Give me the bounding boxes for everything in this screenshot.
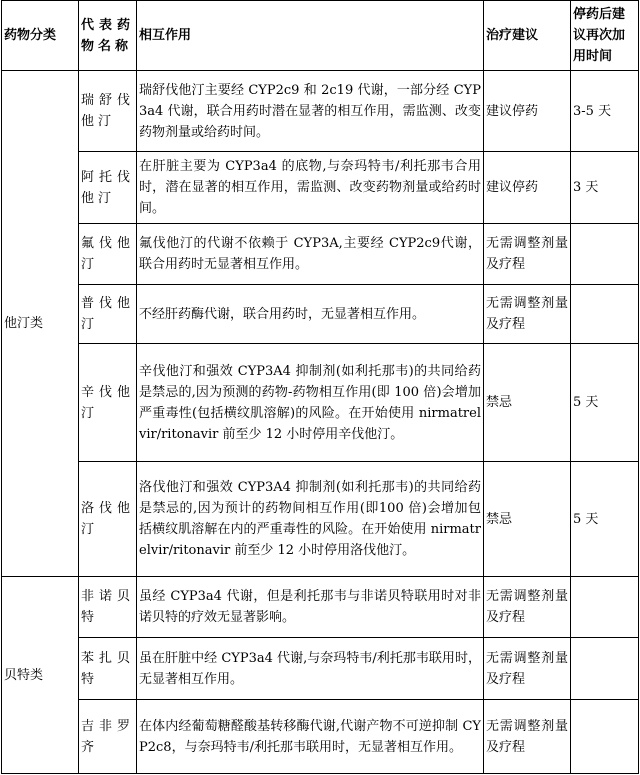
advice-text: 无需调整剂量及疗程 xyxy=(484,285,571,344)
resume-time: 5 天 xyxy=(571,462,639,577)
table-row xyxy=(2,462,639,577)
table-row xyxy=(2,638,639,700)
interaction-text: 虽经 CYP3a4 代谢，但是利托那韦与非诺贝特联用时对非诺贝特的疗效无显著影响。 xyxy=(137,577,484,638)
resume-time xyxy=(571,285,639,344)
resume-time xyxy=(571,638,639,700)
advice-text: 建议停药 xyxy=(484,152,571,224)
drug-name: 辛伐他汀 xyxy=(79,344,137,462)
table-row xyxy=(2,577,639,638)
table-row xyxy=(2,700,639,774)
drug-name: 洛伐他汀 xyxy=(79,462,137,577)
header-resume: 停药后建议再次加用时间 xyxy=(571,1,639,71)
interaction-text: 在肝脏主要为 CYP3a4 的底物,与奈玛特韦/利托那韦合用时，潜在显著的相互作用，需监测、改变药物剂量或给药时间。 xyxy=(137,152,484,224)
header-drug: 代表药物名称 xyxy=(79,1,137,71)
resume-time: 3-5 天 xyxy=(571,71,639,152)
category-cell: 他汀类 xyxy=(2,71,79,577)
interaction-text: 洛伐他汀和强效 CYP3A4 抑制剂(如利托那韦)的共同给药是禁忌的,因为预计的药物间相互作用(即100 倍)会增加包括横纹肌溶解在内的严重毒性的风险。在开始使用 nirmatrelvir/ritonavir 前至少 12 小时停用洛伐他汀。 xyxy=(137,462,484,577)
resume-time: 5 天 xyxy=(571,344,639,462)
interaction-text: 氟伐他汀的代谢不依赖于 CYP3A,主要经 CYP2c9代谢，联合用药时无显著相互作用。 xyxy=(137,224,484,285)
interaction-text: 辛伐他汀和强效 CYP3A4 抑制剂(如利托那韦)的共同给药是禁忌的,因为预测的药物-药物相互作用(即 100 倍)会增加严重毒性(包括横纹肌溶解)的风险。在开始使用 nirmatrelvir/ritonavir 前至少 12 小时停用辛伐他汀。 xyxy=(137,344,484,462)
drug-name: 阿托伐他汀 xyxy=(79,152,137,224)
advice-text: 无需调整剂量及疗程 xyxy=(484,700,571,774)
drug-interaction-table xyxy=(1,0,639,774)
header-row xyxy=(2,1,639,71)
resume-time xyxy=(571,577,639,638)
category-cell: 贝特类 xyxy=(2,577,79,774)
resume-time xyxy=(571,224,639,285)
table-row xyxy=(2,152,639,224)
interaction-text: 在体内经葡萄糖醛酸基转移酶代谢,代谢产物不可逆抑制 CYP2c8，与奈玛特韦/利托那韦联用时，无显著相互作用。 xyxy=(137,700,484,774)
advice-text: 禁忌 xyxy=(484,344,571,462)
table-row xyxy=(2,344,639,462)
interaction-text: 虽在肝脏中经 CYP3a4 代谢,与奈玛特韦/利托那韦联用时，无显著相互作用。 xyxy=(137,638,484,700)
table-row xyxy=(2,224,639,285)
table-row xyxy=(2,285,639,344)
drug-name: 吉非罗齐 xyxy=(79,700,137,774)
advice-text: 禁忌 xyxy=(484,462,571,577)
drug-name: 氟伐他汀 xyxy=(79,224,137,285)
drug-name: 苯扎贝特 xyxy=(79,638,137,700)
advice-text: 无需调整剂量及疗程 xyxy=(484,577,571,638)
interaction-text: 不经肝药酶代谢，联合用药时，无显著相互作用。 xyxy=(137,285,484,344)
resume-time: 3 天 xyxy=(571,152,639,224)
advice-text: 无需调整剂量及疗程 xyxy=(484,224,571,285)
resume-time xyxy=(571,700,639,774)
drug-name: 普伐他汀 xyxy=(79,285,137,344)
header-category: 药物分类 xyxy=(2,1,79,71)
advice-text: 建议停药 xyxy=(484,71,571,152)
table-row xyxy=(2,71,639,152)
interaction-text: 瑞舒伐他汀主要经 CYP2c9 和 2c19 代谢，一部分经 CYP3a4 代谢，联合用药时潜在显著的相互作用，需监测、改变药物剂量或给药时间。 xyxy=(137,71,484,152)
header-interaction: 相互作用 xyxy=(137,1,484,71)
header-advice: 治疗建议 xyxy=(484,1,571,71)
drug-name: 瑞舒伐他汀 xyxy=(79,71,137,152)
advice-text: 无需调整剂量及疗程 xyxy=(484,638,571,700)
drug-name: 非诺贝特 xyxy=(79,577,137,638)
